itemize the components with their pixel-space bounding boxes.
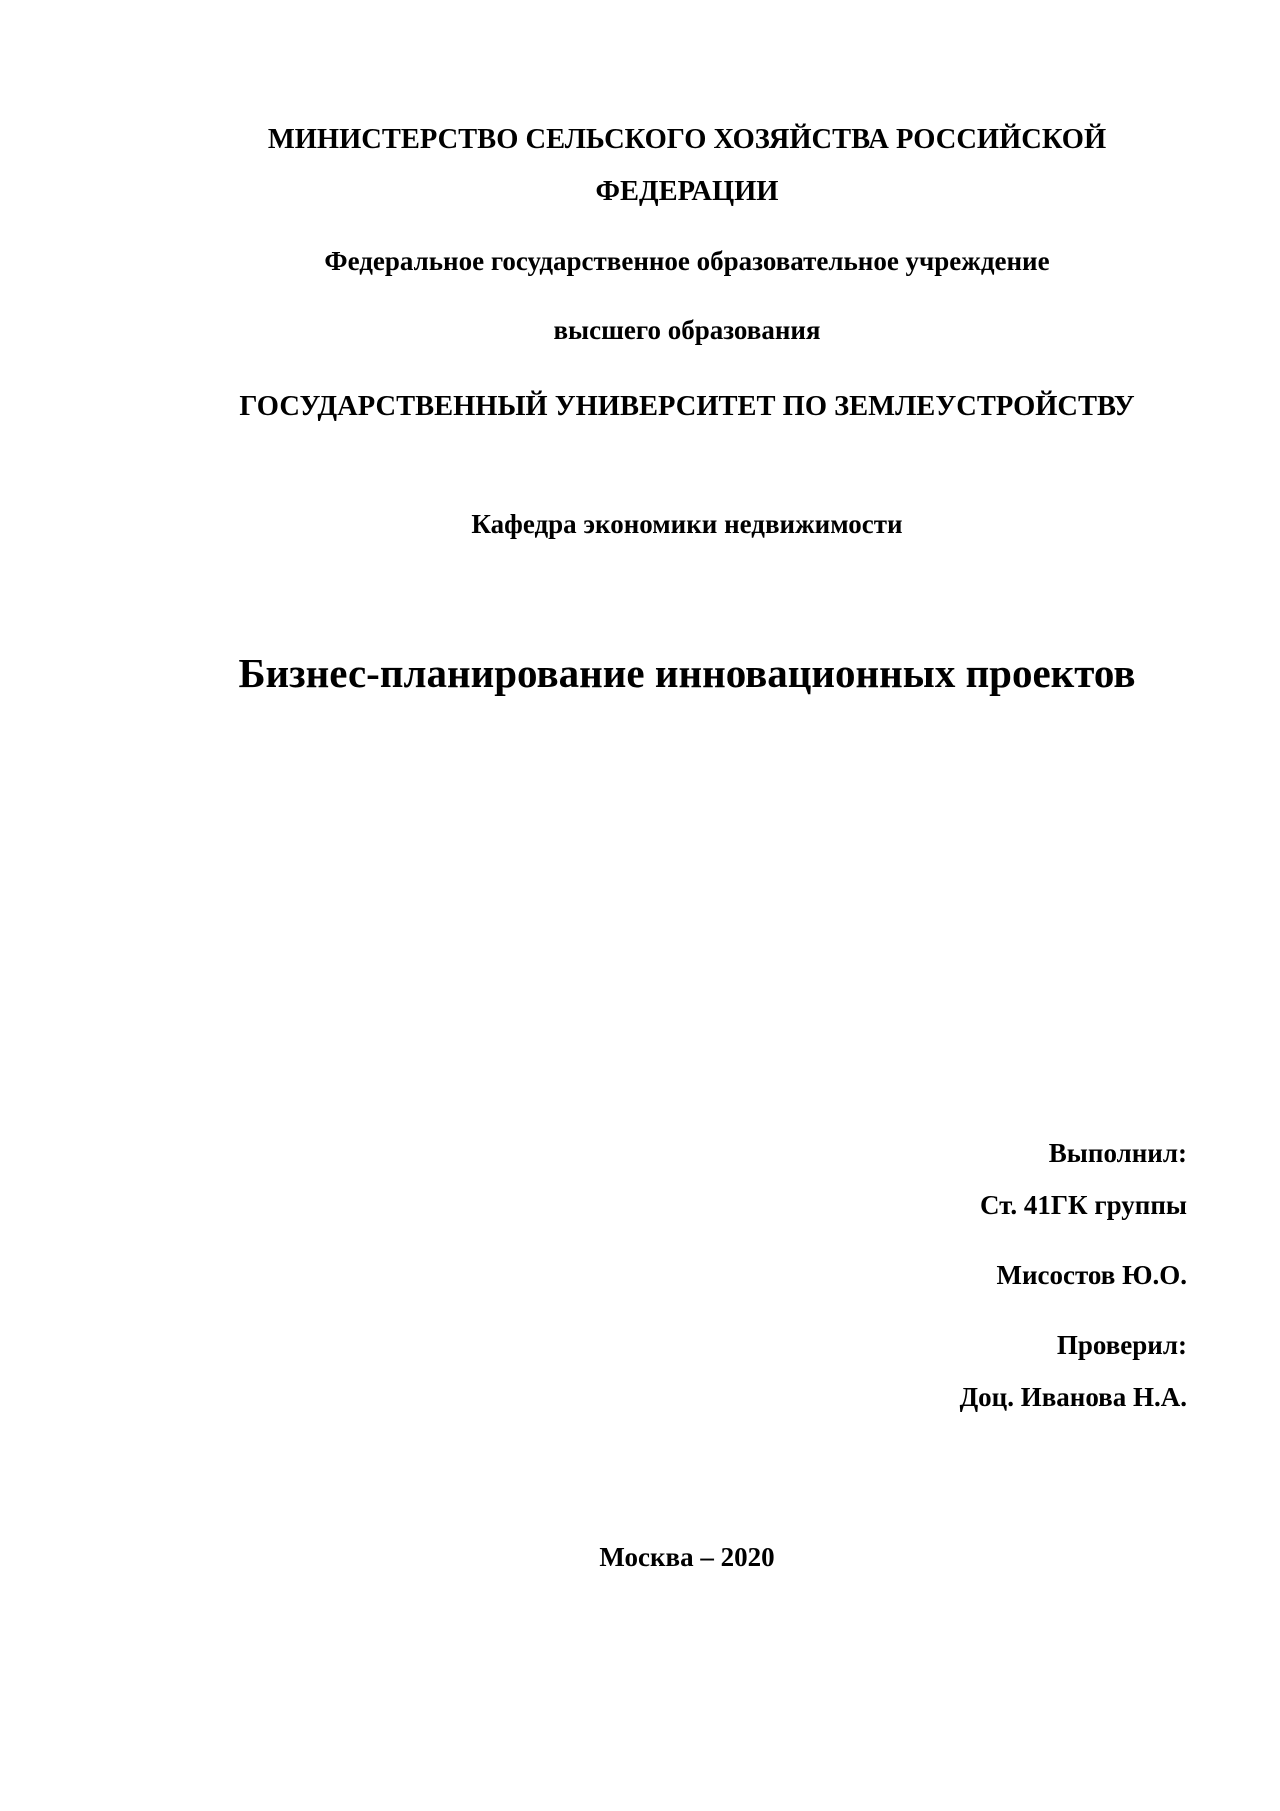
document-title: Бизнес-планирование инновационных проектов [238, 650, 1136, 696]
student-name: Мисостов Ю.О. [996, 1260, 1187, 1290]
ministry-line-2: ФЕДЕРАЦИИ [595, 176, 779, 207]
performed-label: Выполнил: [1048, 1138, 1187, 1168]
student-group: Ст. 41ГК группы [980, 1190, 1187, 1220]
city-year: Москва – 2020 [599, 1542, 775, 1572]
institution-line-1: Федеральное государственное образовательное учреждение [324, 246, 1050, 276]
department-name: Кафедра экономики недвижимости [471, 509, 903, 539]
teacher-name: Доц. Иванова Н.А. [959, 1382, 1187, 1412]
checked-label: Проверил: [1056, 1330, 1187, 1360]
university-name: ГОСУДАРСТВЕННЫЙ УНИВЕРСИТЕТ ПО ЗЕМЛЕУСТРОЙСТВУ [239, 391, 1135, 422]
institution-line-2: высшего образования [553, 315, 821, 345]
ministry-line-1: МИНИСТЕРСТВО СЕЛЬСКОГО ХОЗЯЙСТВА РОССИЙСКОЙ [267, 124, 1107, 155]
